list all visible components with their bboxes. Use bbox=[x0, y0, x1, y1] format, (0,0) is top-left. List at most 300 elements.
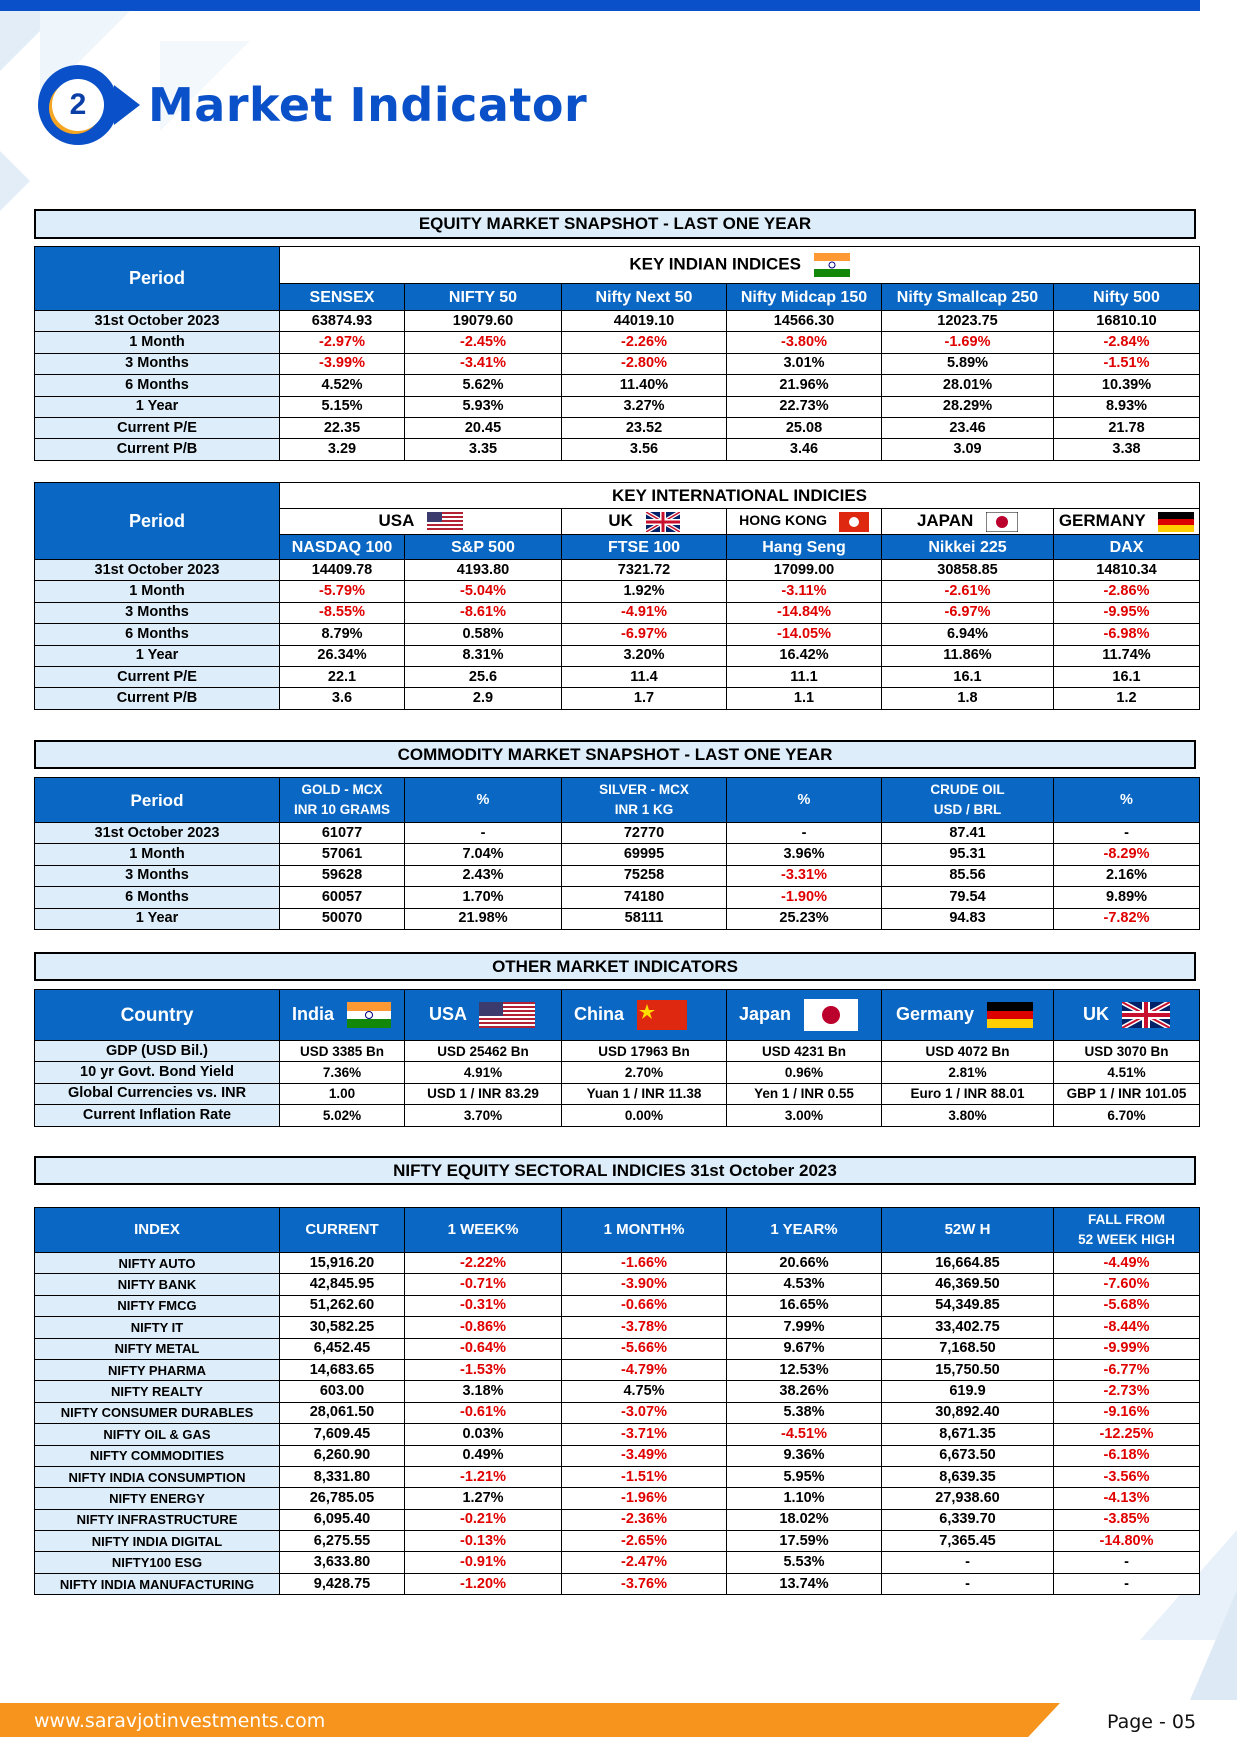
country-hong-kong: HONG KONG bbox=[727, 509, 882, 535]
table-cell: -2.73% bbox=[1054, 1381, 1200, 1402]
row-label: 3 Months bbox=[35, 353, 280, 374]
table-cell: 30,582.25 bbox=[280, 1317, 405, 1338]
row-label: GDP (USD Bil.) bbox=[35, 1041, 280, 1062]
table-cell: 2.9 bbox=[405, 688, 562, 709]
table-cell: -2.26% bbox=[562, 332, 727, 353]
table-cell: - bbox=[882, 1552, 1054, 1573]
row-label: NIFTY OIL & GAS bbox=[35, 1424, 280, 1445]
table-cell: 6,095.40 bbox=[280, 1509, 405, 1530]
table-row bbox=[35, 1552, 1200, 1573]
table-cell: 20.45 bbox=[405, 417, 562, 438]
table-cell: 3,633.80 bbox=[280, 1552, 405, 1573]
table-row bbox=[35, 1295, 1200, 1316]
table-cell: 25.6 bbox=[405, 666, 562, 687]
sectoral-indices-title: NIFTY EQUITY SECTORAL INDICIES 31st October 2023 bbox=[34, 1156, 1196, 1185]
table-cell: 12023.75 bbox=[882, 311, 1054, 332]
country-uk: UK bbox=[1054, 990, 1200, 1041]
table-cell: 16810.10 bbox=[1054, 311, 1200, 332]
table-cell: 2.43% bbox=[405, 865, 562, 886]
table-cell: 6,673.50 bbox=[882, 1445, 1054, 1466]
table-row bbox=[35, 1488, 1200, 1509]
table-cell: 63874.93 bbox=[280, 311, 405, 332]
table-cell: -6.98% bbox=[1054, 624, 1200, 645]
row-label: 6 Months bbox=[35, 375, 280, 396]
table-cell: 61077 bbox=[280, 823, 405, 844]
table-cell: 15,916.20 bbox=[280, 1253, 405, 1274]
table-cell: 75258 bbox=[562, 865, 727, 886]
table-cell: 0.49% bbox=[405, 1445, 562, 1466]
table-cell: -3.85% bbox=[1054, 1509, 1200, 1530]
table-cell: -2.45% bbox=[405, 332, 562, 353]
table-cell: 95.31 bbox=[882, 844, 1054, 865]
table-cell: -2.61% bbox=[882, 581, 1054, 602]
table-row bbox=[35, 1424, 1200, 1445]
commodity-table bbox=[34, 777, 1200, 930]
country-germany: GERMANY bbox=[1054, 509, 1200, 535]
table-row bbox=[35, 332, 1200, 353]
table-cell: 8,331.80 bbox=[280, 1466, 405, 1487]
table-cell: 2.70% bbox=[562, 1062, 727, 1083]
table-cell: -0.31% bbox=[405, 1295, 562, 1316]
table-cell: -0.91% bbox=[405, 1552, 562, 1573]
table-row bbox=[35, 666, 1200, 687]
germany-flag-icon bbox=[987, 1002, 1033, 1028]
table-cell: 1.92% bbox=[562, 581, 727, 602]
table-cell: -1.21% bbox=[405, 1466, 562, 1487]
india-flag-icon bbox=[814, 253, 850, 277]
table-cell: 42,845.95 bbox=[280, 1274, 405, 1295]
table-cell: 6.70% bbox=[1054, 1105, 1200, 1126]
row-label: 1 Month bbox=[35, 844, 280, 865]
row-label: NIFTY COMMODITIES bbox=[35, 1445, 280, 1466]
table-cell: -2.22% bbox=[405, 1253, 562, 1274]
other-indicators-table bbox=[34, 989, 1200, 1127]
column-header: % bbox=[1054, 778, 1200, 823]
table-cell: 87.41 bbox=[882, 823, 1054, 844]
table-cell: -9.99% bbox=[1054, 1338, 1200, 1359]
table-cell: 1.8 bbox=[882, 688, 1054, 709]
table-cell: -2.47% bbox=[562, 1552, 727, 1573]
column-header: 1 MONTH% bbox=[562, 1208, 727, 1253]
table-cell: -1.66% bbox=[562, 1253, 727, 1274]
table-cell: 9.89% bbox=[1054, 887, 1200, 908]
table-cell: 1.00 bbox=[280, 1083, 405, 1104]
table-cell: 0.58% bbox=[405, 624, 562, 645]
table-row bbox=[35, 1573, 1200, 1594]
table-cell: 28,061.50 bbox=[280, 1402, 405, 1423]
table-cell: -8.55% bbox=[280, 602, 405, 623]
table-cell: -6.77% bbox=[1054, 1359, 1200, 1380]
table-cell: 6,275.55 bbox=[280, 1531, 405, 1552]
row-label: NIFTY BANK bbox=[35, 1274, 280, 1295]
table-row bbox=[35, 560, 1200, 581]
table-cell: 3.00% bbox=[727, 1105, 882, 1126]
table-cell: -1.20% bbox=[405, 1573, 562, 1594]
table-cell: 1.7 bbox=[562, 688, 727, 709]
table-row bbox=[35, 1466, 1200, 1487]
table-cell: 4.53% bbox=[727, 1274, 882, 1295]
section-number-badge bbox=[38, 65, 118, 145]
table-cell: -9.95% bbox=[1054, 602, 1200, 623]
table-cell: 21.98% bbox=[405, 908, 562, 929]
row-label: Current P/E bbox=[35, 417, 280, 438]
table-cell: 20.66% bbox=[727, 1253, 882, 1274]
column-header: Nikkei 225 bbox=[882, 535, 1054, 560]
table-cell: 26,785.05 bbox=[280, 1488, 405, 1509]
table-cell: 4.51% bbox=[1054, 1062, 1200, 1083]
column-header: % bbox=[727, 778, 882, 823]
table-cell: -8.44% bbox=[1054, 1317, 1200, 1338]
table-cell: -1.96% bbox=[562, 1488, 727, 1509]
table-cell: 1.10% bbox=[727, 1488, 882, 1509]
usa-flag-icon bbox=[427, 512, 463, 532]
table-cell: - bbox=[1054, 1552, 1200, 1573]
country-japan: JAPAN bbox=[882, 509, 1054, 535]
page-title: Market Indicator bbox=[148, 77, 588, 132]
table-cell: 3.38 bbox=[1054, 439, 1200, 460]
table-cell: 28.29% bbox=[882, 396, 1054, 417]
table-row bbox=[35, 645, 1200, 666]
table-cell: 51,262.60 bbox=[280, 1295, 405, 1316]
table-cell: 9.36% bbox=[727, 1445, 882, 1466]
table-cell: 7,365.45 bbox=[882, 1531, 1054, 1552]
table-cell: 79.54 bbox=[882, 887, 1054, 908]
table-cell: 30,892.40 bbox=[882, 1402, 1054, 1423]
table-cell: 46,369.50 bbox=[882, 1274, 1054, 1295]
table-cell: 3.27% bbox=[562, 396, 727, 417]
table-cell: 23.46 bbox=[882, 417, 1054, 438]
table-cell: 5.62% bbox=[405, 375, 562, 396]
table-cell: -8.29% bbox=[1054, 844, 1200, 865]
table-row bbox=[35, 311, 1200, 332]
column-header: Nifty 500 bbox=[1054, 284, 1200, 311]
table-row bbox=[35, 1062, 1200, 1083]
section-header bbox=[38, 62, 587, 147]
row-label: 6 Months bbox=[35, 887, 280, 908]
table-cell: - bbox=[727, 823, 882, 844]
table-row bbox=[35, 823, 1200, 844]
country-uk: UK bbox=[562, 509, 727, 535]
table-cell: -3.49% bbox=[562, 1445, 727, 1466]
table-cell: 7.04% bbox=[405, 844, 562, 865]
table-cell: -4.49% bbox=[1054, 1253, 1200, 1274]
row-label: 1 Year bbox=[35, 645, 280, 666]
table-cell: - bbox=[1054, 1573, 1200, 1594]
table-cell: 6.94% bbox=[882, 624, 1054, 645]
country-usa: USA bbox=[405, 990, 562, 1041]
japan-flag-icon bbox=[804, 999, 858, 1031]
table-cell: 21.96% bbox=[727, 375, 882, 396]
table-cell: 4193.80 bbox=[405, 560, 562, 581]
column-header: Nifty Next 50 bbox=[562, 284, 727, 311]
row-label: NIFTY IT bbox=[35, 1317, 280, 1338]
table-cell: 1.27% bbox=[405, 1488, 562, 1509]
table-cell: 7.36% bbox=[280, 1062, 405, 1083]
international-indices-group-header: KEY INTERNATIONAL INDICIES bbox=[280, 483, 1200, 509]
table-cell: 3.01% bbox=[727, 353, 882, 374]
table-cell: 54,349.85 bbox=[882, 1295, 1054, 1316]
row-label: Current P/E bbox=[35, 666, 280, 687]
table-cell: 57061 bbox=[280, 844, 405, 865]
table-cell: 59628 bbox=[280, 865, 405, 886]
table-cell: -7.82% bbox=[1054, 908, 1200, 929]
commodity-snapshot-title: COMMODITY MARKET SNAPSHOT - LAST ONE YEAR bbox=[34, 740, 1196, 769]
table-cell: USD 17963 Bn bbox=[562, 1041, 727, 1062]
column-header: 1 YEAR% bbox=[727, 1208, 882, 1253]
table-cell: 6,260.90 bbox=[280, 1445, 405, 1466]
table-cell: 3.09 bbox=[882, 439, 1054, 460]
china-flag-icon bbox=[637, 1000, 687, 1030]
column-header: 1 WEEK% bbox=[405, 1208, 562, 1253]
table-cell: 14409.78 bbox=[280, 560, 405, 581]
row-label: 3 Months bbox=[35, 865, 280, 886]
table-cell: 13.74% bbox=[727, 1573, 882, 1594]
table-cell: 69995 bbox=[562, 844, 727, 865]
uk-flag-icon bbox=[1122, 1002, 1170, 1028]
table-cell: -12.25% bbox=[1054, 1424, 1200, 1445]
table-cell: -0.64% bbox=[405, 1338, 562, 1359]
table-row bbox=[35, 688, 1200, 709]
row-label: NIFTY INDIA DIGITAL bbox=[35, 1531, 280, 1552]
table-cell: 3.35 bbox=[405, 439, 562, 460]
row-label: Current P/B bbox=[35, 688, 280, 709]
uk-flag-icon bbox=[646, 512, 680, 532]
germany-flag-icon bbox=[1158, 512, 1194, 532]
table-cell: -3.31% bbox=[727, 865, 882, 886]
table-cell: -6.18% bbox=[1054, 1445, 1200, 1466]
table-cell: 5.02% bbox=[280, 1105, 405, 1126]
table-cell: 3.6 bbox=[280, 688, 405, 709]
table-cell: -3.71% bbox=[562, 1424, 727, 1445]
row-label: 10 yr Govt. Bond Yield bbox=[35, 1062, 280, 1083]
table-cell: 14566.30 bbox=[727, 311, 882, 332]
table-cell: 23.52 bbox=[562, 417, 727, 438]
table-cell: 14810.34 bbox=[1054, 560, 1200, 581]
column-header: Nifty Midcap 150 bbox=[727, 284, 882, 311]
page-number: Page - 05 bbox=[1107, 1711, 1197, 1733]
row-label: 1 Year bbox=[35, 908, 280, 929]
column-header: INDEX bbox=[35, 1208, 280, 1253]
sectoral-indices-table bbox=[34, 1207, 1200, 1595]
country-header: Country bbox=[35, 990, 280, 1041]
table-cell: -2.36% bbox=[562, 1509, 727, 1530]
table-cell: 5.38% bbox=[727, 1402, 882, 1423]
table-cell: -9.16% bbox=[1054, 1402, 1200, 1423]
column-header: S&P 500 bbox=[405, 535, 562, 560]
table-cell: 0.03% bbox=[405, 1424, 562, 1445]
table-cell: -3.07% bbox=[562, 1402, 727, 1423]
table-cell: 8,639.35 bbox=[882, 1466, 1054, 1487]
row-label: NIFTY AUTO bbox=[35, 1253, 280, 1274]
row-label: Current P/B bbox=[35, 439, 280, 460]
column-header: % bbox=[405, 778, 562, 823]
table-cell: -3.56% bbox=[1054, 1466, 1200, 1487]
table-cell: 1.70% bbox=[405, 887, 562, 908]
table-cell: Yen 1 / INR 0.55 bbox=[727, 1083, 882, 1104]
table-row bbox=[35, 1083, 1200, 1104]
row-label: 31st October 2023 bbox=[35, 560, 280, 581]
table-row bbox=[35, 1509, 1200, 1530]
table-row bbox=[35, 865, 1200, 886]
table-cell: 8,671.35 bbox=[882, 1424, 1054, 1445]
table-cell: -5.04% bbox=[405, 581, 562, 602]
table-cell: 17099.00 bbox=[727, 560, 882, 581]
other-indicators-title: OTHER MARKET INDICATORS bbox=[34, 952, 1196, 981]
row-label: NIFTY INDIA CONSUMPTION bbox=[35, 1466, 280, 1487]
column-header: FTSE 100 bbox=[562, 535, 727, 560]
table-cell: -2.97% bbox=[280, 332, 405, 353]
table-cell: 16.1 bbox=[882, 666, 1054, 687]
usa-flag-icon bbox=[479, 1002, 535, 1028]
period-header: Period bbox=[35, 247, 280, 311]
table-cell: 16.65% bbox=[727, 1295, 882, 1316]
table-cell: -7.60% bbox=[1054, 1274, 1200, 1295]
table-cell: -3.80% bbox=[727, 332, 882, 353]
table-cell: 3.20% bbox=[562, 645, 727, 666]
row-label: 1 Month bbox=[35, 581, 280, 602]
table-cell: 603.00 bbox=[280, 1381, 405, 1402]
column-header: SILVER - MCX INR 1 KG bbox=[562, 778, 727, 823]
indian-indices-table bbox=[34, 246, 1200, 461]
table-cell: 11.4 bbox=[562, 666, 727, 687]
table-cell: 6,339.70 bbox=[882, 1509, 1054, 1530]
table-cell: -2.86% bbox=[1054, 581, 1200, 602]
japan-flag-icon bbox=[986, 512, 1018, 532]
row-label: 31st October 2023 bbox=[35, 311, 280, 332]
row-label: NIFTY FMCG bbox=[35, 1295, 280, 1316]
table-row bbox=[35, 353, 1200, 374]
table-cell: 28.01% bbox=[882, 375, 1054, 396]
table-cell: 1.1 bbox=[727, 688, 882, 709]
table-cell: 619.9 bbox=[882, 1381, 1054, 1402]
table-cell: 5.93% bbox=[405, 396, 562, 417]
table-cell: 7,168.50 bbox=[882, 1338, 1054, 1359]
table-row bbox=[35, 1317, 1200, 1338]
table-cell: 18.02% bbox=[727, 1509, 882, 1530]
table-cell: -4.79% bbox=[562, 1359, 727, 1380]
table-row bbox=[35, 1402, 1200, 1423]
table-cell: 30858.85 bbox=[882, 560, 1054, 581]
country-japan: Japan bbox=[727, 990, 882, 1041]
table-row bbox=[35, 1445, 1200, 1466]
table-row bbox=[35, 1105, 1200, 1126]
table-cell: 50070 bbox=[280, 908, 405, 929]
table-cell: -3.90% bbox=[562, 1274, 727, 1295]
table-cell: Euro 1 / INR 88.01 bbox=[882, 1083, 1054, 1104]
table-row bbox=[35, 1253, 1200, 1274]
table-cell: 33,402.75 bbox=[882, 1317, 1054, 1338]
country-germany: Germany bbox=[882, 990, 1054, 1041]
table-cell: -6.97% bbox=[562, 624, 727, 645]
table-cell: 3.46 bbox=[727, 439, 882, 460]
column-header: SENSEX bbox=[280, 284, 405, 311]
table-cell: -1.69% bbox=[882, 332, 1054, 353]
table-row bbox=[35, 624, 1200, 645]
table-cell: -8.61% bbox=[405, 602, 562, 623]
table-cell: 3.70% bbox=[405, 1105, 562, 1126]
table-row bbox=[35, 602, 1200, 623]
table-cell: 7,609.45 bbox=[280, 1424, 405, 1445]
international-indices-table bbox=[34, 482, 1200, 710]
table-cell: -5.79% bbox=[280, 581, 405, 602]
column-header: Hang Seng bbox=[727, 535, 882, 560]
table-row bbox=[35, 1041, 1200, 1062]
table-cell: USD 3070 Bn bbox=[1054, 1041, 1200, 1062]
table-cell: 0.96% bbox=[727, 1062, 882, 1083]
table-row bbox=[35, 1381, 1200, 1402]
table-cell: 4.75% bbox=[562, 1381, 727, 1402]
table-cell: Yuan 1 / INR 11.38 bbox=[562, 1083, 727, 1104]
table-cell: 38.26% bbox=[727, 1381, 882, 1402]
row-label: NIFTY METAL bbox=[35, 1338, 280, 1359]
table-cell: -1.51% bbox=[1054, 353, 1200, 374]
table-cell: 9.67% bbox=[727, 1338, 882, 1359]
table-cell: 16.42% bbox=[727, 645, 882, 666]
table-cell: 74180 bbox=[562, 887, 727, 908]
table-cell: 25.08 bbox=[727, 417, 882, 438]
table-cell: 11.86% bbox=[882, 645, 1054, 666]
table-cell: 9,428.75 bbox=[280, 1573, 405, 1594]
table-cell: -5.68% bbox=[1054, 1295, 1200, 1316]
column-header: NASDAQ 100 bbox=[280, 535, 405, 560]
website-url: www.saravjotinvestments.com bbox=[34, 1710, 326, 1732]
table-cell: 21.78 bbox=[1054, 417, 1200, 438]
table-cell: -1.51% bbox=[562, 1466, 727, 1487]
table-cell: - bbox=[405, 823, 562, 844]
table-cell: 16,664.85 bbox=[882, 1253, 1054, 1274]
table-cell: -4.91% bbox=[562, 602, 727, 623]
table-cell: 8.93% bbox=[1054, 396, 1200, 417]
table-cell: -0.21% bbox=[405, 1509, 562, 1530]
table-row bbox=[35, 1338, 1200, 1359]
table-cell: 72770 bbox=[562, 823, 727, 844]
table-cell: 17.59% bbox=[727, 1531, 882, 1552]
table-cell: 6,452.45 bbox=[280, 1338, 405, 1359]
table-cell: -6.97% bbox=[882, 602, 1054, 623]
table-cell: -3.76% bbox=[562, 1573, 727, 1594]
table-cell: 8.79% bbox=[280, 624, 405, 645]
table-cell: 5.95% bbox=[727, 1466, 882, 1487]
top-accent-bar bbox=[0, 0, 1200, 11]
table-cell: 3.96% bbox=[727, 844, 882, 865]
table-row bbox=[35, 1531, 1200, 1552]
table-cell: 26.34% bbox=[280, 645, 405, 666]
table-cell: 3.80% bbox=[882, 1105, 1054, 1126]
row-label: NIFTY ENERGY bbox=[35, 1488, 280, 1509]
table-row bbox=[35, 908, 1200, 929]
table-cell: 1.2 bbox=[1054, 688, 1200, 709]
column-header: FALL FROM 52 WEEK HIGH bbox=[1054, 1208, 1200, 1253]
row-label: NIFTY PHARMA bbox=[35, 1359, 280, 1380]
table-cell: -5.66% bbox=[562, 1338, 727, 1359]
row-label: NIFTY CONSUMER DURABLES bbox=[35, 1402, 280, 1423]
table-cell: -1.90% bbox=[727, 887, 882, 908]
table-cell: 10.39% bbox=[1054, 375, 1200, 396]
table-cell: -3.11% bbox=[727, 581, 882, 602]
column-header: CURRENT bbox=[280, 1208, 405, 1253]
table-cell: 5.89% bbox=[882, 353, 1054, 374]
table-cell: -4.51% bbox=[727, 1424, 882, 1445]
table-cell: 0.00% bbox=[562, 1105, 727, 1126]
section-number: 2 bbox=[52, 79, 104, 131]
period-header: Period bbox=[35, 778, 280, 823]
row-label: 1 Year bbox=[35, 396, 280, 417]
hong-kong-flag-icon bbox=[839, 512, 869, 532]
table-cell: -4.13% bbox=[1054, 1488, 1200, 1509]
table-cell: 4.91% bbox=[405, 1062, 562, 1083]
table-cell: -2.80% bbox=[562, 353, 727, 374]
table-row bbox=[35, 375, 1200, 396]
